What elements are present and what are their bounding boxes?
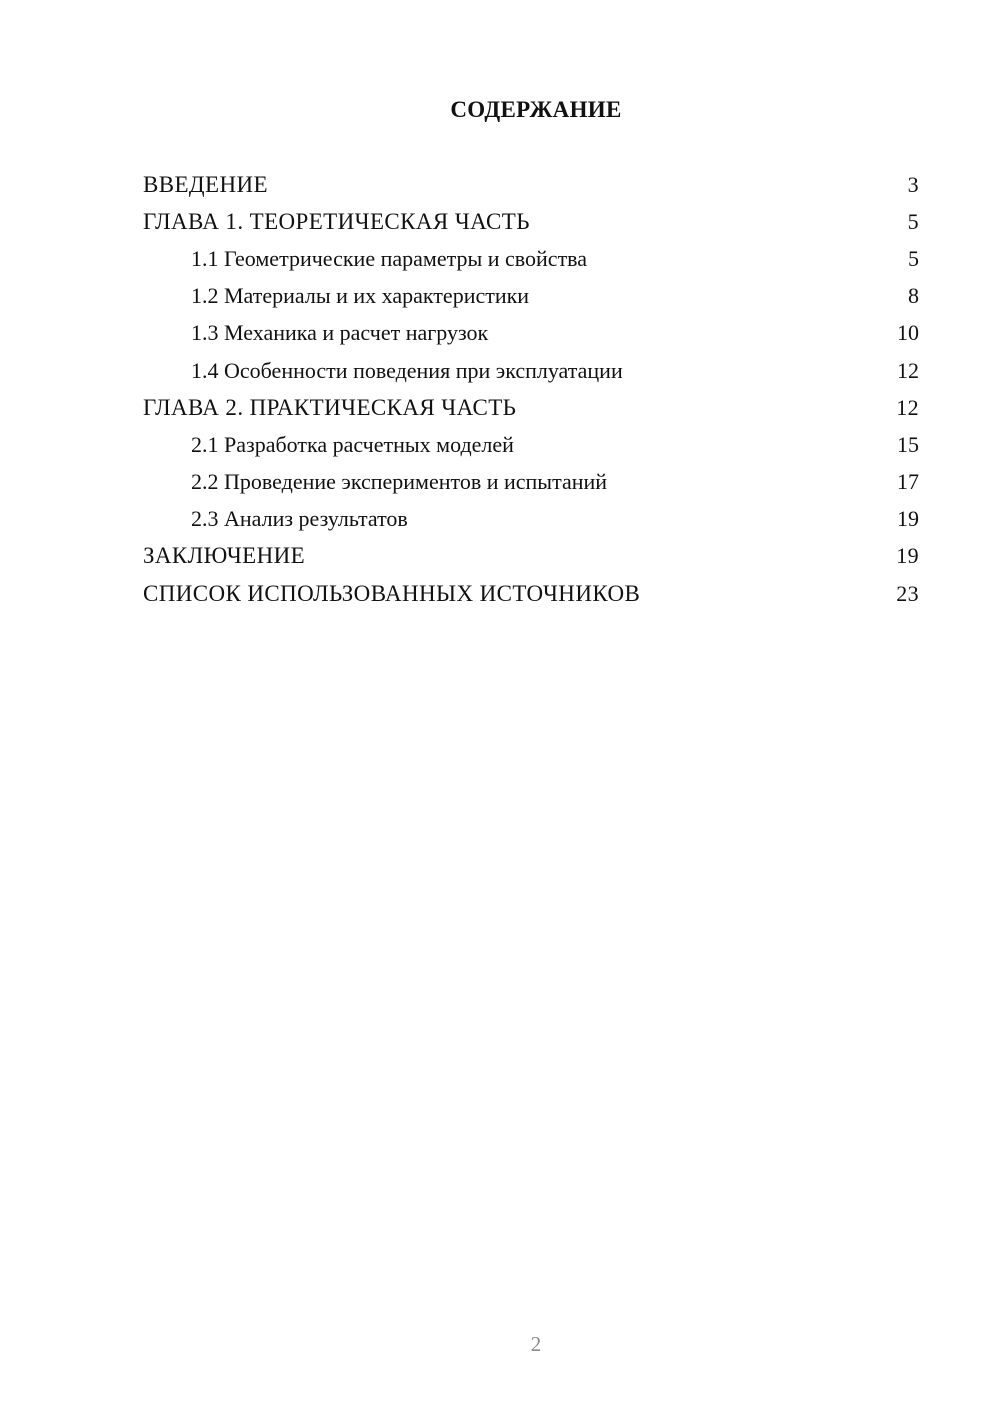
toc-entry-page: 17 xyxy=(897,469,919,495)
toc-subentry[interactable] xyxy=(143,278,919,315)
toc-entry-page: 5 xyxy=(908,245,919,271)
toc-entry[interactable] xyxy=(143,575,919,612)
toc-entry-label: 2.3 Анализ результатов xyxy=(191,506,408,532)
toc-entry[interactable] xyxy=(143,538,919,575)
toc-entry[interactable] xyxy=(143,203,919,240)
toc-subentry[interactable] xyxy=(143,501,919,538)
toc-entry-label: ГЛАВА 1. ТЕОРЕТИЧЕСКАЯ ЧАСТЬ xyxy=(143,208,530,234)
toc-subentry[interactable] xyxy=(143,426,919,463)
table-of-contents xyxy=(143,166,919,612)
toc-subentry[interactable] xyxy=(143,352,919,389)
toc-entry-page: 3 xyxy=(907,171,919,197)
toc-entry-label: ВВЕДЕНИЕ xyxy=(143,171,268,197)
toc-entry-label: 1.4 Особенности поведения при эксплуатации xyxy=(191,357,623,383)
toc-entry[interactable] xyxy=(143,166,919,203)
toc-entry-page: 19 xyxy=(897,506,919,532)
toc-subentry[interactable] xyxy=(143,315,919,352)
toc-entry[interactable] xyxy=(143,389,919,426)
toc-entry-label: СПИСОК ИСПОЛЬЗОВАННЫХ ИСТОЧНИКОВ xyxy=(143,580,641,606)
toc-entry-page: 8 xyxy=(908,283,919,309)
toc-entry-label: 1.2 Материалы и их характеристики xyxy=(191,283,530,309)
toc-entry-page: 15 xyxy=(897,431,919,457)
toc-entry-label: 2.2 Проведение экспериментов и испытаний xyxy=(191,469,608,495)
toc-entry-label: 1.3 Механика и расчет нагрузок xyxy=(191,320,489,346)
toc-title: СОДЕРЖАНИЕ xyxy=(450,97,622,122)
toc-entry-page: 5 xyxy=(907,208,919,234)
toc-entry-label: 2.1 Разработка расчетных моделей xyxy=(191,431,514,457)
toc-subentry[interactable] xyxy=(143,240,919,277)
toc-entry-page: 10 xyxy=(897,320,919,346)
toc-entry-label: ЗАКЛЮЧЕНИЕ xyxy=(143,543,306,569)
page-number: 2 xyxy=(530,1332,542,1356)
toc-entry-page: 12 xyxy=(896,394,919,420)
toc-subentry[interactable] xyxy=(143,464,919,501)
toc-entry-label: 1.1 Геометрические параметры и свойства xyxy=(191,245,588,271)
toc-entry-page: 19 xyxy=(896,543,919,569)
toc-entry-label: ГЛАВА 2. ПРАКТИЧЕСКАЯ ЧАСТЬ xyxy=(143,394,517,420)
toc-entry-page: 23 xyxy=(896,580,919,606)
toc-entry-page: 12 xyxy=(897,357,919,383)
